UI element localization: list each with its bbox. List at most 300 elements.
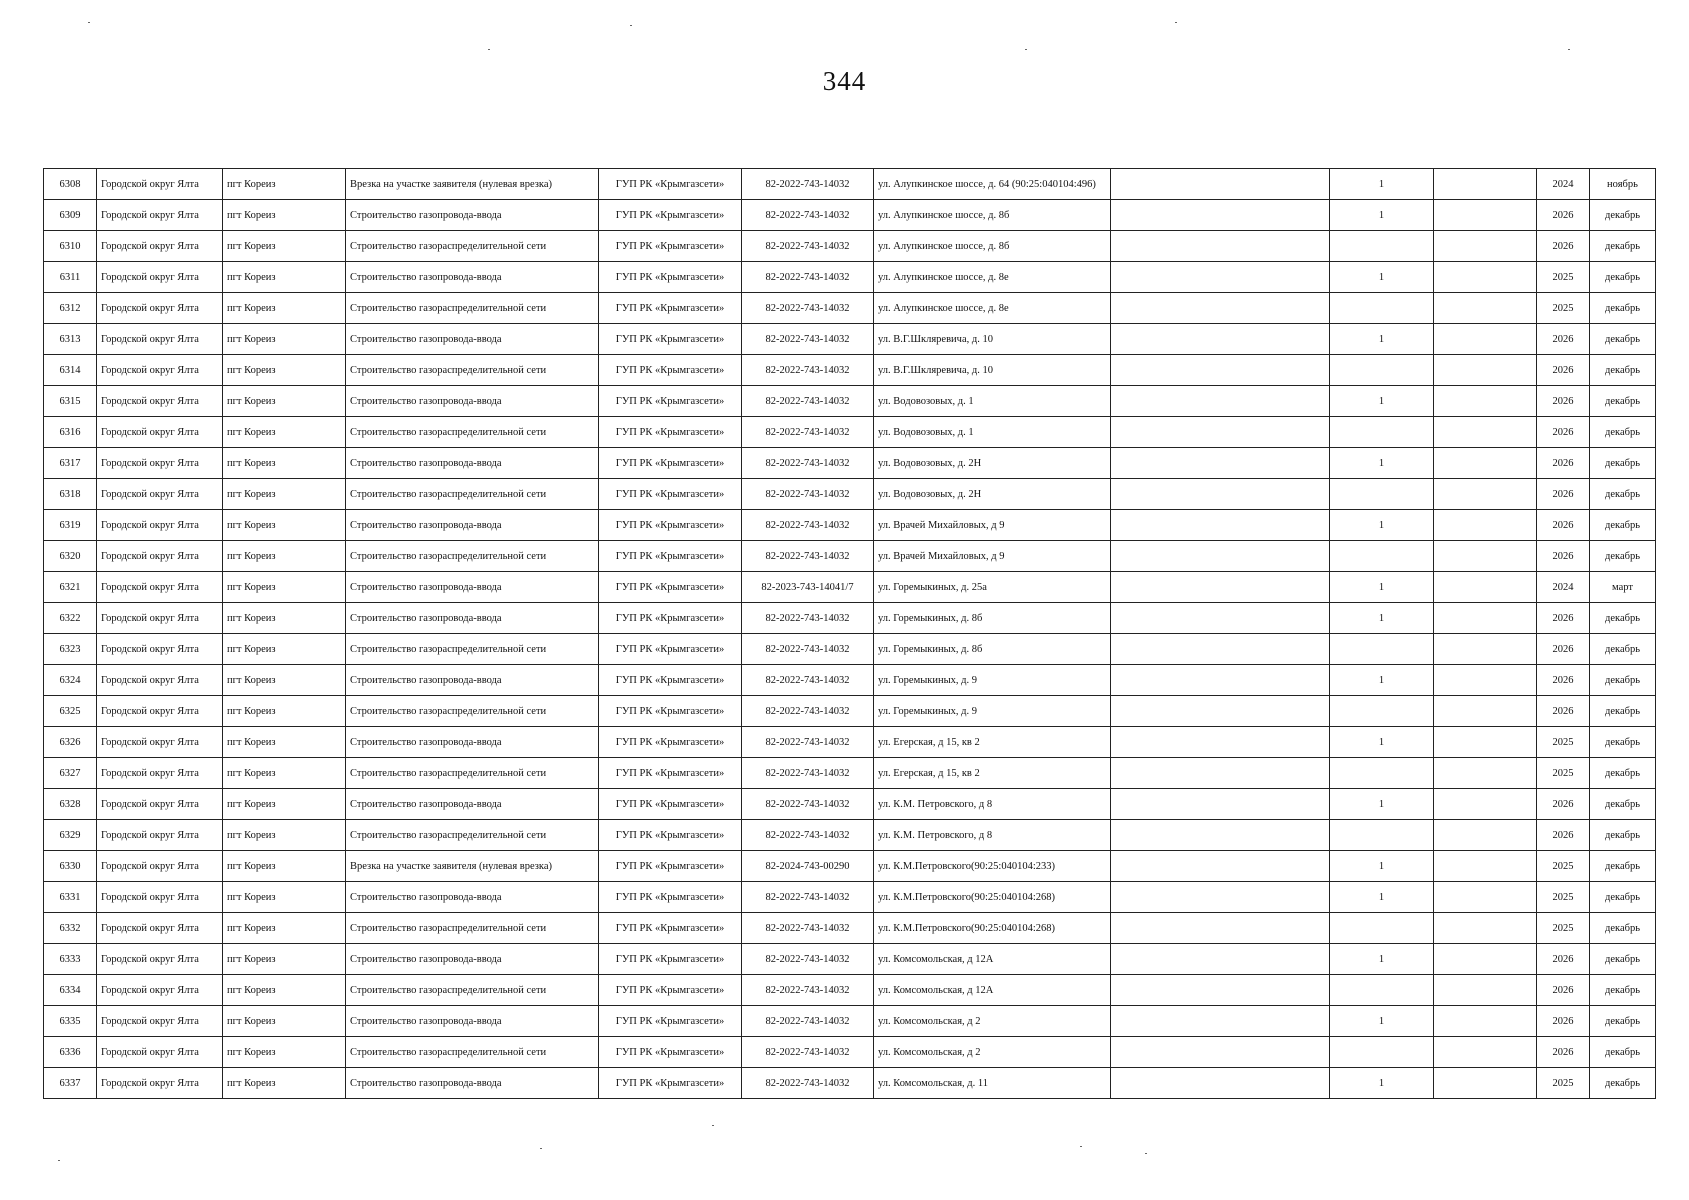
year-cell: 2026	[1537, 386, 1590, 417]
district-cell: Городской округ Ялта	[97, 820, 223, 851]
code-cell: 82-2024-743-00290	[742, 851, 874, 882]
address-cell: ул. К.М. Петровского, д 8	[874, 789, 1111, 820]
row-number: 6329	[44, 820, 97, 851]
organization-cell: ГУП РК «Крымгазсети»	[599, 913, 742, 944]
settlement-cell: пгт Кореиз	[223, 634, 346, 665]
count-cell	[1330, 293, 1434, 324]
table-row	[44, 634, 1656, 665]
table-row	[44, 727, 1656, 758]
row-number: 6333	[44, 944, 97, 975]
blank-cell	[1111, 758, 1330, 789]
address-cell: ул. В.Г.Шкляревича, д. 10	[874, 355, 1111, 386]
table-row	[44, 169, 1656, 200]
settlement-cell: пгт Кореиз	[223, 1006, 346, 1037]
count-cell: 1	[1330, 448, 1434, 479]
settlement-cell: пгт Кореиз	[223, 975, 346, 1006]
address-cell: ул. Егерская, д 15, кв 2	[874, 727, 1111, 758]
table-row	[44, 944, 1656, 975]
blank-cell	[1111, 603, 1330, 634]
work-type-cell: Строительство газораспределительной сети	[346, 913, 599, 944]
district-cell: Городской округ Ялта	[97, 231, 223, 262]
blank-cell	[1111, 262, 1330, 293]
scan-speck	[630, 25, 632, 26]
district-cell: Городской округ Ялта	[97, 665, 223, 696]
district-cell: Городской округ Ялта	[97, 293, 223, 324]
blank-cell	[1111, 882, 1330, 913]
district-cell: Городской округ Ялта	[97, 169, 223, 200]
blank-cell	[1111, 479, 1330, 510]
code-cell: 82-2022-743-14032	[742, 479, 874, 510]
settlement-cell: пгт Кореиз	[223, 696, 346, 727]
scan-speck	[1025, 49, 1027, 50]
month-cell: март	[1590, 572, 1656, 603]
row-number: 6314	[44, 355, 97, 386]
blank-cell	[1111, 386, 1330, 417]
address-cell: ул. Горемыкиных, д. 9	[874, 696, 1111, 727]
row-number: 6316	[44, 417, 97, 448]
blank-cell	[1434, 1006, 1537, 1037]
code-cell: 82-2022-743-14032	[742, 820, 874, 851]
code-cell: 82-2022-743-14032	[742, 696, 874, 727]
count-cell: 1	[1330, 665, 1434, 696]
count-cell: 1	[1330, 603, 1434, 634]
settlement-cell: пгт Кореиз	[223, 262, 346, 293]
code-cell: 82-2022-743-14032	[742, 634, 874, 665]
row-number: 6332	[44, 913, 97, 944]
code-cell: 82-2022-743-14032	[742, 882, 874, 913]
address-cell: ул. Комсомольская, д 12А	[874, 975, 1111, 1006]
work-type-cell: Строительство газопровода-ввода	[346, 386, 599, 417]
organization-cell: ГУП РК «Крымгазсети»	[599, 1037, 742, 1068]
count-cell: 1	[1330, 200, 1434, 231]
address-cell: ул. К.М.Петровского(90:25:040104:268)	[874, 882, 1111, 913]
settlement-cell: пгт Кореиз	[223, 913, 346, 944]
work-type-cell: Строительство газораспределительной сети	[346, 1037, 599, 1068]
scan-speck	[58, 1160, 60, 1161]
work-type-cell: Строительство газораспределительной сети	[346, 355, 599, 386]
year-cell: 2025	[1537, 262, 1590, 293]
district-cell: Городской округ Ялта	[97, 1006, 223, 1037]
address-cell: ул. Горемыкиных, д. 9	[874, 665, 1111, 696]
blank-cell	[1434, 1037, 1537, 1068]
address-cell: ул. Алупкинское шоссе, д. 8е	[874, 293, 1111, 324]
organization-cell: ГУП РК «Крымгазсети»	[599, 603, 742, 634]
organization-cell: ГУП РК «Крымгазсети»	[599, 727, 742, 758]
count-cell	[1330, 820, 1434, 851]
work-type-cell: Строительство газораспределительной сети	[346, 479, 599, 510]
district-cell: Городской округ Ялта	[97, 386, 223, 417]
work-type-cell: Строительство газораспределительной сети	[346, 417, 599, 448]
code-cell: 82-2022-743-14032	[742, 355, 874, 386]
blank-cell	[1434, 386, 1537, 417]
table-row	[44, 200, 1656, 231]
month-cell: декабрь	[1590, 944, 1656, 975]
blank-cell	[1434, 479, 1537, 510]
code-cell: 82-2023-743-14041/7	[742, 572, 874, 603]
district-cell: Городской округ Ялта	[97, 1037, 223, 1068]
work-type-cell: Строительство газораспределительной сети	[346, 634, 599, 665]
table-row	[44, 696, 1656, 727]
scan-speck	[1568, 49, 1570, 50]
table-row	[44, 820, 1656, 851]
blank-cell	[1111, 541, 1330, 572]
settlement-cell: пгт Кореиз	[223, 169, 346, 200]
month-cell: декабрь	[1590, 975, 1656, 1006]
district-cell: Городской округ Ялта	[97, 541, 223, 572]
page-number: 344	[822, 66, 867, 96]
work-type-cell: Строительство газораспределительной сети	[346, 696, 599, 727]
settlement-cell: пгт Кореиз	[223, 820, 346, 851]
count-cell: 1	[1330, 324, 1434, 355]
blank-cell	[1111, 510, 1330, 541]
code-cell: 82-2022-743-14032	[742, 169, 874, 200]
code-cell: 82-2022-743-14032	[742, 975, 874, 1006]
blank-cell	[1111, 169, 1330, 200]
code-cell: 82-2022-743-14032	[742, 262, 874, 293]
table-row	[44, 758, 1656, 789]
organization-cell: ГУП РК «Крымгазсети»	[599, 355, 742, 386]
table-row	[44, 603, 1656, 634]
year-cell: 2025	[1537, 1068, 1590, 1099]
code-cell: 82-2022-743-14032	[742, 913, 874, 944]
row-number: 6328	[44, 789, 97, 820]
district-cell: Городской округ Ялта	[97, 975, 223, 1006]
work-type-cell: Строительство газопровода-ввода	[346, 572, 599, 603]
month-cell: декабрь	[1590, 913, 1656, 944]
blank-cell	[1111, 324, 1330, 355]
district-cell: Городской округ Ялта	[97, 882, 223, 913]
month-cell: декабрь	[1590, 448, 1656, 479]
work-type-cell: Строительство газопровода-ввода	[346, 789, 599, 820]
count-cell	[1330, 355, 1434, 386]
code-cell: 82-2022-743-14032	[742, 231, 874, 262]
table-row	[44, 1037, 1656, 1068]
year-cell: 2025	[1537, 913, 1590, 944]
settlement-cell: пгт Кореиз	[223, 944, 346, 975]
address-cell: ул. К.М. Петровского, д 8	[874, 820, 1111, 851]
blank-cell	[1111, 975, 1330, 1006]
settlement-cell: пгт Кореиз	[223, 386, 346, 417]
blank-cell	[1111, 355, 1330, 386]
year-cell: 2026	[1537, 541, 1590, 572]
settlement-cell: пгт Кореиз	[223, 510, 346, 541]
count-cell	[1330, 417, 1434, 448]
blank-cell	[1111, 448, 1330, 479]
count-cell: 1	[1330, 851, 1434, 882]
blank-cell	[1434, 324, 1537, 355]
address-cell: ул. Горемыкиных, д. 8б	[874, 634, 1111, 665]
month-cell: декабрь	[1590, 479, 1656, 510]
work-type-cell: Строительство газопровода-ввода	[346, 200, 599, 231]
settlement-cell: пгт Кореиз	[223, 448, 346, 479]
month-cell: декабрь	[1590, 324, 1656, 355]
count-cell: 1	[1330, 1068, 1434, 1099]
blank-cell	[1434, 789, 1537, 820]
work-type-cell: Строительство газораспределительной сети	[346, 231, 599, 262]
address-cell: ул. Алупкинское шоссе, д. 64 (90:25:040104:496)	[874, 169, 1111, 200]
row-number: 6319	[44, 510, 97, 541]
row-number: 6330	[44, 851, 97, 882]
code-cell: 82-2022-743-14032	[742, 1068, 874, 1099]
year-cell: 2026	[1537, 944, 1590, 975]
blank-cell	[1111, 200, 1330, 231]
year-cell: 2026	[1537, 1006, 1590, 1037]
code-cell: 82-2022-743-14032	[742, 1037, 874, 1068]
settlement-cell: пгт Кореиз	[223, 572, 346, 603]
blank-cell	[1111, 293, 1330, 324]
organization-cell: ГУП РК «Крымгазсети»	[599, 944, 742, 975]
blank-cell	[1434, 944, 1537, 975]
organization-cell: ГУП РК «Крымгазсети»	[599, 200, 742, 231]
row-number: 6318	[44, 479, 97, 510]
table-row	[44, 448, 1656, 479]
month-cell: декабрь	[1590, 200, 1656, 231]
address-cell: ул. Алупкинское шоссе, д. 8б	[874, 200, 1111, 231]
count-cell	[1330, 231, 1434, 262]
month-cell: декабрь	[1590, 727, 1656, 758]
blank-cell	[1434, 1068, 1537, 1099]
year-cell: 2025	[1537, 758, 1590, 789]
organization-cell: ГУП РК «Крымгазсети»	[599, 572, 742, 603]
district-cell: Городской округ Ялта	[97, 448, 223, 479]
count-cell: 1	[1330, 572, 1434, 603]
blank-cell	[1434, 603, 1537, 634]
organization-cell: ГУП РК «Крымгазсети»	[599, 634, 742, 665]
blank-cell	[1434, 200, 1537, 231]
blank-cell	[1434, 293, 1537, 324]
month-cell: декабрь	[1590, 231, 1656, 262]
address-cell: ул. Водовозовых, д. 2Н	[874, 448, 1111, 479]
year-cell: 2026	[1537, 355, 1590, 386]
address-cell: ул. К.М.Петровского(90:25:040104:268)	[874, 913, 1111, 944]
table-row	[44, 665, 1656, 696]
row-number: 6310	[44, 231, 97, 262]
table-row	[44, 417, 1656, 448]
district-cell: Городской округ Ялта	[97, 913, 223, 944]
code-cell: 82-2022-743-14032	[742, 293, 874, 324]
blank-cell	[1111, 851, 1330, 882]
scan-speck	[88, 22, 90, 23]
district-cell: Городской округ Ялта	[97, 324, 223, 355]
code-cell: 82-2022-743-14032	[742, 448, 874, 479]
table-row	[44, 851, 1656, 882]
month-cell: декабрь	[1590, 1006, 1656, 1037]
district-cell: Городской округ Ялта	[97, 789, 223, 820]
code-cell: 82-2022-743-14032	[742, 1006, 874, 1037]
year-cell: 2026	[1537, 603, 1590, 634]
work-type-cell: Врезка на участке заявителя (нулевая врезка)	[346, 851, 599, 882]
blank-cell	[1111, 417, 1330, 448]
organization-cell: ГУП РК «Крымгазсети»	[599, 696, 742, 727]
table-row	[44, 913, 1656, 944]
month-cell: декабрь	[1590, 293, 1656, 324]
year-cell: 2026	[1537, 417, 1590, 448]
year-cell: 2026	[1537, 665, 1590, 696]
month-cell: декабрь	[1590, 789, 1656, 820]
district-cell: Городской округ Ялта	[97, 634, 223, 665]
row-number: 6315	[44, 386, 97, 417]
row-number: 6308	[44, 169, 97, 200]
settlement-cell: пгт Кореиз	[223, 603, 346, 634]
blank-cell	[1434, 510, 1537, 541]
count-cell: 1	[1330, 386, 1434, 417]
count-cell	[1330, 479, 1434, 510]
month-cell: декабрь	[1590, 882, 1656, 913]
count-cell	[1330, 696, 1434, 727]
row-number: 6336	[44, 1037, 97, 1068]
address-cell: ул. Комсомольская, д 2	[874, 1006, 1111, 1037]
year-cell: 2026	[1537, 820, 1590, 851]
year-cell: 2025	[1537, 882, 1590, 913]
code-cell: 82-2022-743-14032	[742, 200, 874, 231]
code-cell: 82-2022-743-14032	[742, 386, 874, 417]
organization-cell: ГУП РК «Крымгазсети»	[599, 1068, 742, 1099]
settlement-cell: пгт Кореиз	[223, 231, 346, 262]
table-row	[44, 324, 1656, 355]
code-cell: 82-2022-743-14032	[742, 510, 874, 541]
blank-cell	[1111, 1037, 1330, 1068]
code-cell: 82-2022-743-14032	[742, 324, 874, 355]
district-cell: Городской округ Ялта	[97, 944, 223, 975]
address-cell: ул. К.М.Петровского(90:25:040104:233)	[874, 851, 1111, 882]
year-cell: 2024	[1537, 169, 1590, 200]
row-number: 6324	[44, 665, 97, 696]
table-row	[44, 975, 1656, 1006]
address-cell: ул. Водовозовых, д. 1	[874, 417, 1111, 448]
work-type-cell: Строительство газораспределительной сети	[346, 758, 599, 789]
count-cell	[1330, 1037, 1434, 1068]
work-type-cell: Строительство газопровода-ввода	[346, 1006, 599, 1037]
row-number: 6323	[44, 634, 97, 665]
address-cell: ул. Водовозовых, д. 1	[874, 386, 1111, 417]
settlement-cell: пгт Кореиз	[223, 293, 346, 324]
month-cell: декабрь	[1590, 820, 1656, 851]
count-cell: 1	[1330, 262, 1434, 293]
code-cell: 82-2022-743-14032	[742, 417, 874, 448]
blank-cell	[1434, 231, 1537, 262]
table-row	[44, 510, 1656, 541]
blank-cell	[1434, 634, 1537, 665]
count-cell	[1330, 634, 1434, 665]
settlement-cell: пгт Кореиз	[223, 789, 346, 820]
address-cell: ул. Водовозовых, д. 2Н	[874, 479, 1111, 510]
year-cell: 2024	[1537, 572, 1590, 603]
row-number: 6313	[44, 324, 97, 355]
count-cell: 1	[1330, 169, 1434, 200]
settlement-cell: пгт Кореиз	[223, 758, 346, 789]
row-number: 6311	[44, 262, 97, 293]
gasification-table	[43, 168, 1656, 1099]
work-type-cell: Врезка на участке заявителя (нулевая врезка)	[346, 169, 599, 200]
district-cell: Городской округ Ялта	[97, 479, 223, 510]
organization-cell: ГУП РК «Крымгазсети»	[599, 324, 742, 355]
organization-cell: ГУП РК «Крымгазсети»	[599, 665, 742, 696]
organization-cell: ГУП РК «Крымгазсети»	[599, 1006, 742, 1037]
year-cell: 2026	[1537, 789, 1590, 820]
row-number: 6321	[44, 572, 97, 603]
code-cell: 82-2022-743-14032	[742, 541, 874, 572]
blank-cell	[1434, 169, 1537, 200]
row-number: 6322	[44, 603, 97, 634]
organization-cell: ГУП РК «Крымгазсети»	[599, 417, 742, 448]
row-number: 6317	[44, 448, 97, 479]
row-number: 6337	[44, 1068, 97, 1099]
work-type-cell: Строительство газопровода-ввода	[346, 448, 599, 479]
table-row	[44, 293, 1656, 324]
organization-cell: ГУП РК «Крымгазсети»	[599, 169, 742, 200]
district-cell: Городской округ Ялта	[97, 262, 223, 293]
blank-cell	[1111, 727, 1330, 758]
month-cell: декабрь	[1590, 696, 1656, 727]
blank-cell	[1111, 665, 1330, 696]
month-cell: декабрь	[1590, 386, 1656, 417]
organization-cell: ГУП РК «Крымгазсети»	[599, 541, 742, 572]
code-cell: 82-2022-743-14032	[742, 603, 874, 634]
table-row	[44, 386, 1656, 417]
district-cell: Городской округ Ялта	[97, 603, 223, 634]
organization-cell: ГУП РК «Крымгазсети»	[599, 510, 742, 541]
code-cell: 82-2022-743-14032	[742, 944, 874, 975]
year-cell: 2026	[1537, 1037, 1590, 1068]
year-cell: 2025	[1537, 293, 1590, 324]
work-type-cell: Строительство газораспределительной сети	[346, 975, 599, 1006]
district-cell: Городской округ Ялта	[97, 851, 223, 882]
district-cell: Городской округ Ялта	[97, 572, 223, 603]
address-cell: ул. Комсомольская, д. 11	[874, 1068, 1111, 1099]
row-number: 6326	[44, 727, 97, 758]
row-number: 6331	[44, 882, 97, 913]
work-type-cell: Строительство газопровода-ввода	[346, 324, 599, 355]
table-row	[44, 541, 1656, 572]
blank-cell	[1434, 355, 1537, 386]
work-type-cell: Строительство газопровода-ввода	[346, 262, 599, 293]
row-number: 6309	[44, 200, 97, 231]
count-cell: 1	[1330, 789, 1434, 820]
organization-cell: ГУП РК «Крымгазсети»	[599, 386, 742, 417]
district-cell: Городской округ Ялта	[97, 1068, 223, 1099]
month-cell: декабрь	[1590, 541, 1656, 572]
row-number: 6312	[44, 293, 97, 324]
blank-cell	[1434, 696, 1537, 727]
code-cell: 82-2022-743-14032	[742, 789, 874, 820]
work-type-cell: Строительство газопровода-ввода	[346, 727, 599, 758]
count-cell: 1	[1330, 944, 1434, 975]
table-row	[44, 1068, 1656, 1099]
address-cell: ул. Горемыкиных, д. 8б	[874, 603, 1111, 634]
work-type-cell: Строительство газораспределительной сети	[346, 293, 599, 324]
month-cell: декабрь	[1590, 510, 1656, 541]
blank-cell	[1434, 572, 1537, 603]
organization-cell: ГУП РК «Крымгазсети»	[599, 293, 742, 324]
blank-cell	[1434, 851, 1537, 882]
scan-speck	[1080, 1146, 1082, 1147]
month-cell: декабрь	[1590, 665, 1656, 696]
blank-cell	[1111, 1006, 1330, 1037]
blank-cell	[1111, 696, 1330, 727]
count-cell	[1330, 758, 1434, 789]
organization-cell: ГУП РК «Крымгазсети»	[599, 262, 742, 293]
year-cell: 2026	[1537, 200, 1590, 231]
code-cell: 82-2022-743-14032	[742, 758, 874, 789]
address-cell: ул. Врачей Михайловых, д 9	[874, 541, 1111, 572]
settlement-cell: пгт Кореиз	[223, 1037, 346, 1068]
address-cell: ул. Комсомольская, д 12А	[874, 944, 1111, 975]
address-cell: ул. Врачей Михайловых, д 9	[874, 510, 1111, 541]
blank-cell	[1434, 975, 1537, 1006]
month-cell: декабрь	[1590, 603, 1656, 634]
count-cell: 1	[1330, 882, 1434, 913]
district-cell: Городской округ Ялта	[97, 758, 223, 789]
